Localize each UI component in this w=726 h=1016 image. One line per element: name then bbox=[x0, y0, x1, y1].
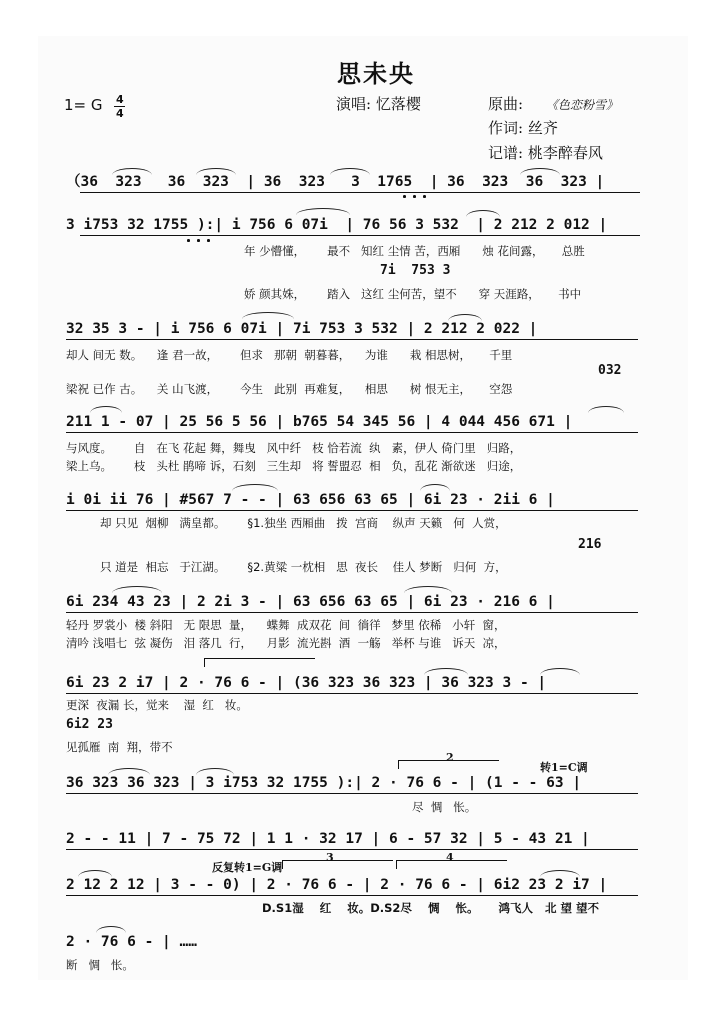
volta-bracket bbox=[204, 658, 315, 667]
beam-underline bbox=[66, 849, 638, 850]
notation-row-10: 2 12 2 12 | 3 - - 0) | 2 · 76 6 - | 2 · 76 6 - | 6i2 23 2 i7 | bbox=[66, 877, 608, 893]
lyric-verse-1: 尽 惆 怅。 bbox=[412, 800, 477, 814]
low-octave-dot bbox=[187, 239, 190, 242]
slur bbox=[296, 208, 350, 215]
slur bbox=[78, 870, 112, 877]
time-signature-top: 4 bbox=[116, 93, 124, 106]
original-label: 原曲: bbox=[488, 95, 524, 113]
notation-row-8: 36 323 36 323 | 3 i753 32 1755 ):| 2 · 76 6 - | (1 - - 63 | bbox=[66, 775, 582, 791]
lyric-verse-1: D.S1湿 红 妆。D.S2尽 惆 怅。 鸿飞人 北 望 望不 bbox=[262, 901, 599, 915]
alternate-notes: 7i 753 3 bbox=[380, 263, 451, 278]
slur bbox=[540, 870, 580, 877]
low-octave-dot bbox=[423, 195, 426, 198]
key-change-mark: 反复转1=G调 bbox=[212, 861, 283, 874]
slur bbox=[112, 168, 152, 175]
beam-underline bbox=[80, 235, 640, 236]
notation-row-3: 32 35 3 - | i 756 6 07i | 7i 753 3 532 | 2 212 2 022 | bbox=[66, 321, 538, 337]
low-octave-dot bbox=[207, 239, 210, 242]
slur bbox=[196, 768, 234, 775]
slur bbox=[108, 768, 150, 775]
notation-row-5: i 0i ii 76 | #567 7 - - | 63 656 63 65 | 6i 23 · 2ii 6 | bbox=[66, 492, 555, 508]
beam-underline bbox=[66, 339, 638, 340]
beam-underline bbox=[66, 612, 638, 613]
lyric-verse-2: 梁上乌。 枝 头杜 鹃啼 诉，石刻 三生却 将 誓盟忍 相 负，乱花 渐欲迷 归途， bbox=[66, 459, 522, 473]
notation-row-9: 2 - - 11 | 7 - 75 72 | 1 1 · 32 17 | 6 - 57 32 | 5 - 43 21 | bbox=[66, 831, 590, 847]
lyric-verse-1: 却人 间无 数。 逢 君一故， 但求 那朝 朝暮暮， 为谁 栽 相思树， 千里 bbox=[66, 348, 513, 362]
volta-bracket bbox=[282, 860, 393, 869]
alternate-notes: 032 bbox=[598, 363, 622, 378]
slur bbox=[404, 586, 452, 593]
beam-underline bbox=[66, 895, 638, 896]
notation-row-2: 3 i753 32 1755 ):| i 756 6 07i | 76 56 3 532 | 2 212 2 012 | bbox=[66, 217, 608, 233]
key-change-mark: 转1=C调 bbox=[540, 761, 588, 774]
volta-number: 4 bbox=[446, 851, 454, 864]
transcriber-credit: 记谱: 桃李醉春风 bbox=[488, 144, 603, 162]
beam-underline bbox=[80, 192, 640, 193]
lyric-verse-1: 与风度。 自 在飞 花起 舞，舞曳 风中纤 枝 恰若流 纨 素，伊人 倚门里 归路， bbox=[66, 441, 522, 455]
low-octave-dot bbox=[197, 239, 200, 242]
slur bbox=[424, 668, 468, 675]
volta-number: 3 bbox=[326, 851, 334, 864]
slur bbox=[96, 926, 126, 933]
slur bbox=[448, 314, 482, 321]
original-song: 《色恋粉雪》 bbox=[546, 98, 619, 112]
lyric-verse-2: 见孤雁 南 翔，带不 bbox=[66, 740, 173, 754]
slur bbox=[196, 168, 236, 175]
slur bbox=[540, 668, 580, 675]
notation-row-11: 2 · 76 6 - | …… bbox=[66, 934, 197, 950]
slur bbox=[330, 168, 370, 175]
beam-underline bbox=[66, 793, 638, 794]
beam-underline bbox=[66, 510, 638, 511]
low-octave-dot bbox=[403, 195, 406, 198]
volta-number: 2 bbox=[446, 751, 454, 764]
time-signature-bottom: 4 bbox=[116, 107, 124, 120]
slur bbox=[520, 168, 560, 175]
lyric-verse-1: 年 少懵懂， 最不 知红 尘情 苦，西厢 烛 花间露， 总胜 bbox=[244, 244, 585, 258]
slur bbox=[90, 406, 122, 413]
notation-row-1: （36 323 36 323 | 36 323 3 1765 | 36 323 36 323 | bbox=[66, 174, 605, 190]
key-signature: 1= G bbox=[64, 96, 103, 114]
lyric-verse-1: 却 只见 烟柳 满皇都。 §1.独坐 西厢曲 拨 宫商 纵声 天籁 何 人赏， bbox=[100, 516, 507, 530]
beam-underline bbox=[66, 693, 638, 694]
song-title: 思未央 bbox=[337, 59, 415, 88]
slur bbox=[420, 484, 450, 491]
low-octave-dot bbox=[413, 195, 416, 198]
alternate-notes: 6i2 23 bbox=[66, 717, 113, 732]
lyric-verse-2: 梁祝 已作 古。 关 山飞渡， 今生 此别 再难复， 相思 树 恨无主， 空怨 bbox=[66, 382, 513, 396]
notation-row-4: 211 1 - 07 | 25 56 5 56 | b765 54 345 56 | 4 044 456 671 | bbox=[66, 414, 573, 430]
lyricist-credit: 作词: 丝齐 bbox=[488, 119, 558, 137]
slur bbox=[466, 210, 500, 217]
alternate-notes: 216 bbox=[578, 537, 602, 552]
slur bbox=[112, 586, 162, 593]
slur bbox=[242, 312, 294, 319]
lyric-verse-2: 娇 颜其姝， 踏入 这红 尘何苦，望不 穿 天涯路， 书中 bbox=[244, 287, 582, 301]
notation-row-6: 6i 234 43 23 | 2 2i 3 - | 63 656 63 65 | 6i 23 · 216 6 | bbox=[66, 594, 555, 610]
notation-row-7: 6i 23 2 i7 | 2 · 76 6 - | (36 323 36 323 | 36 323 3 - | bbox=[66, 675, 547, 691]
lyric-verse-2: 清吟 浅唱七 弦 凝伤 泪 落几 行， 月影 流光斟 酒 一觞 举杯 与谁 诉天 凉， bbox=[66, 636, 506, 650]
lyric-verse-1: 轻丹 罗裳小 楼 斜阳 无 限思 量， 蝶舞 成双花 间 徜徉 梦里 依稀 小轩 窗， bbox=[66, 618, 506, 632]
beam-underline bbox=[66, 432, 638, 433]
lyric-verse-1: 更深 夜漏 长，觉来 湿 红 妆。 bbox=[66, 698, 248, 712]
singer-credit: 演唱: 忆落樱 bbox=[336, 95, 421, 113]
lyric-verse-1: 断 惆 怅。 bbox=[66, 958, 134, 972]
slur bbox=[588, 406, 624, 413]
slur bbox=[232, 484, 278, 491]
lyric-verse-2: 只 道是 相忘 于江湖。 §2.黄粱 一枕相 思 夜长 佳人 梦断 归何 方， bbox=[100, 560, 507, 574]
